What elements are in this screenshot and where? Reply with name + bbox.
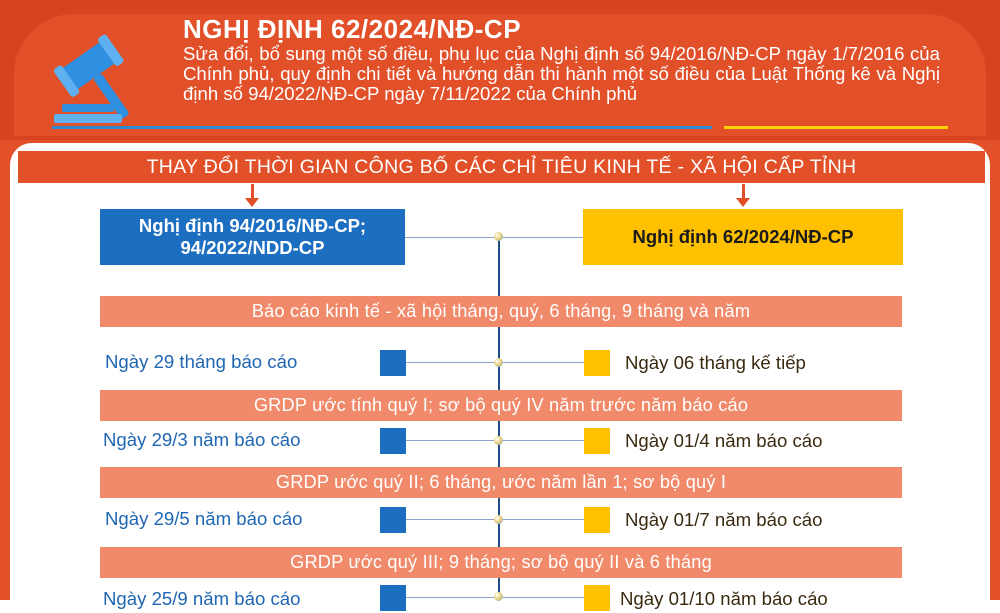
new-date: Ngày 01/10 năm báo cáo [620, 588, 828, 609]
old-date: Ngày 29 tháng báo cáo [105, 351, 298, 372]
timeline-dot [494, 358, 503, 367]
page-subtitle: Sửa đổi, bổ sung một số điều, phụ lục của Nghị định số 94/2016/NĐ-CP ngày 1/7/2016 của Chính phủ, quy định chi tiết và hướng dẫn thi hành một số điều của Luật Thống kê và Nghị định số 94/2022/NĐ-CP ngày 7/11/2022 của Chính phủ [183, 43, 940, 104]
header-divider-blue [52, 126, 712, 129]
timeline-dot [494, 232, 503, 241]
new-marker [584, 428, 610, 454]
old-date: Ngày 29/3 năm báo cáo [103, 429, 301, 450]
old-marker [380, 350, 406, 376]
new-marker [584, 350, 610, 376]
section-label: GRDP ước quý III; 9 tháng; sơ bộ quý II và 6 tháng [100, 547, 902, 578]
timeline-dot [494, 436, 503, 445]
new-marker [584, 507, 610, 533]
timeline-dot [494, 515, 503, 524]
banner: THAY ĐỔI THỜI GIAN CÔNG BỐ CÁC CHỈ TIÊU KINH TẾ - XÃ HỘI CẤP TỈNH [18, 151, 985, 183]
section-label: GRDP ước quý II; 6 tháng, ước năm lần 1; sơ bộ quý I [100, 467, 902, 498]
column-header-old: Nghị định 94/2016/NĐ-CP; 94/2022/NDD-CP [100, 209, 405, 265]
old-marker [380, 585, 406, 611]
old-marker [380, 428, 406, 454]
column-header-new: Nghị định 62/2024/NĐ-CP [583, 209, 903, 265]
new-date: Ngày 01/7 năm báo cáo [625, 509, 823, 530]
old-date: Ngày 29/5 năm báo cáo [105, 508, 303, 529]
page-title: NGHỊ ĐỊNH 62/2024/NĐ-CP [183, 14, 522, 44]
section-label: Báo cáo kinh tế - xã hội tháng, quý, 6 tháng, 9 tháng và năm [100, 296, 902, 327]
new-date: Ngày 01/4 năm báo cáo [625, 430, 823, 451]
new-marker [584, 585, 610, 611]
gavel-icon [48, 34, 158, 126]
old-date: Ngày 25/9 năm báo cáo [103, 588, 301, 609]
header-divider-yellow [724, 126, 948, 129]
old-marker [380, 507, 406, 533]
new-date: Ngày 06 tháng kế tiếp [625, 352, 806, 373]
section-label: GRDP ước tính quý I; sơ bộ quý IV năm trước năm báo cáo [100, 390, 902, 421]
